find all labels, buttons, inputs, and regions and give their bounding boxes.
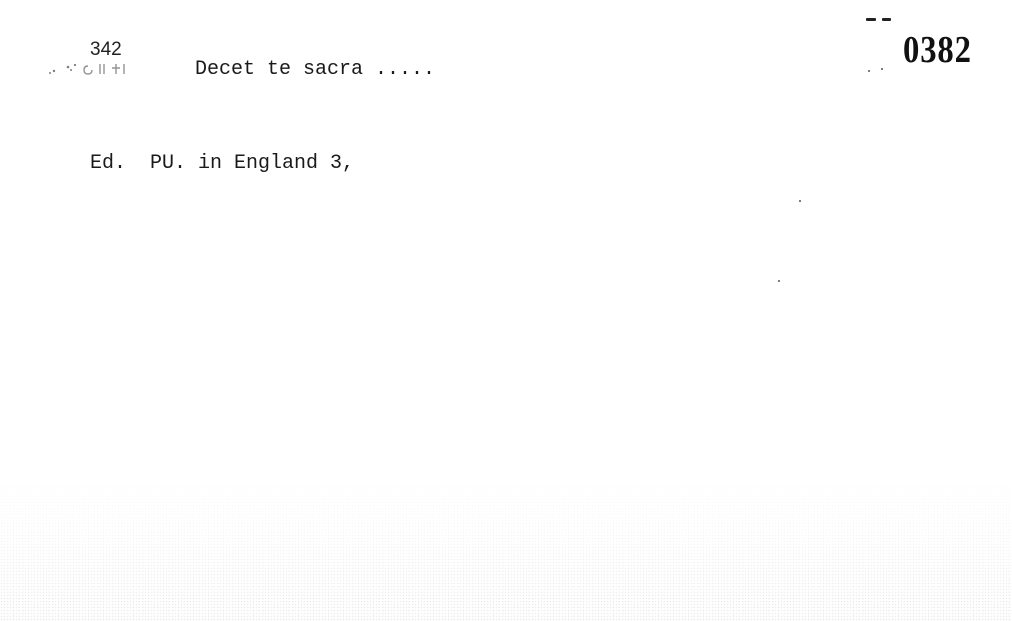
- scan-noise: [0, 471, 1012, 621]
- struck-through-number-smudge: [44, 58, 130, 78]
- card-title: Decet te sacra .....: [195, 58, 436, 81]
- stamp-marks: [866, 18, 896, 22]
- scan-speck: [799, 200, 801, 202]
- scan-speck: [881, 68, 883, 70]
- scan-speck: [778, 280, 780, 282]
- scan-speck: [868, 70, 870, 72]
- edition-reference: Ed. PU. in England 3,: [90, 152, 355, 175]
- reference-number: 342: [90, 39, 122, 60]
- card-stamp-number: 0382: [903, 29, 972, 71]
